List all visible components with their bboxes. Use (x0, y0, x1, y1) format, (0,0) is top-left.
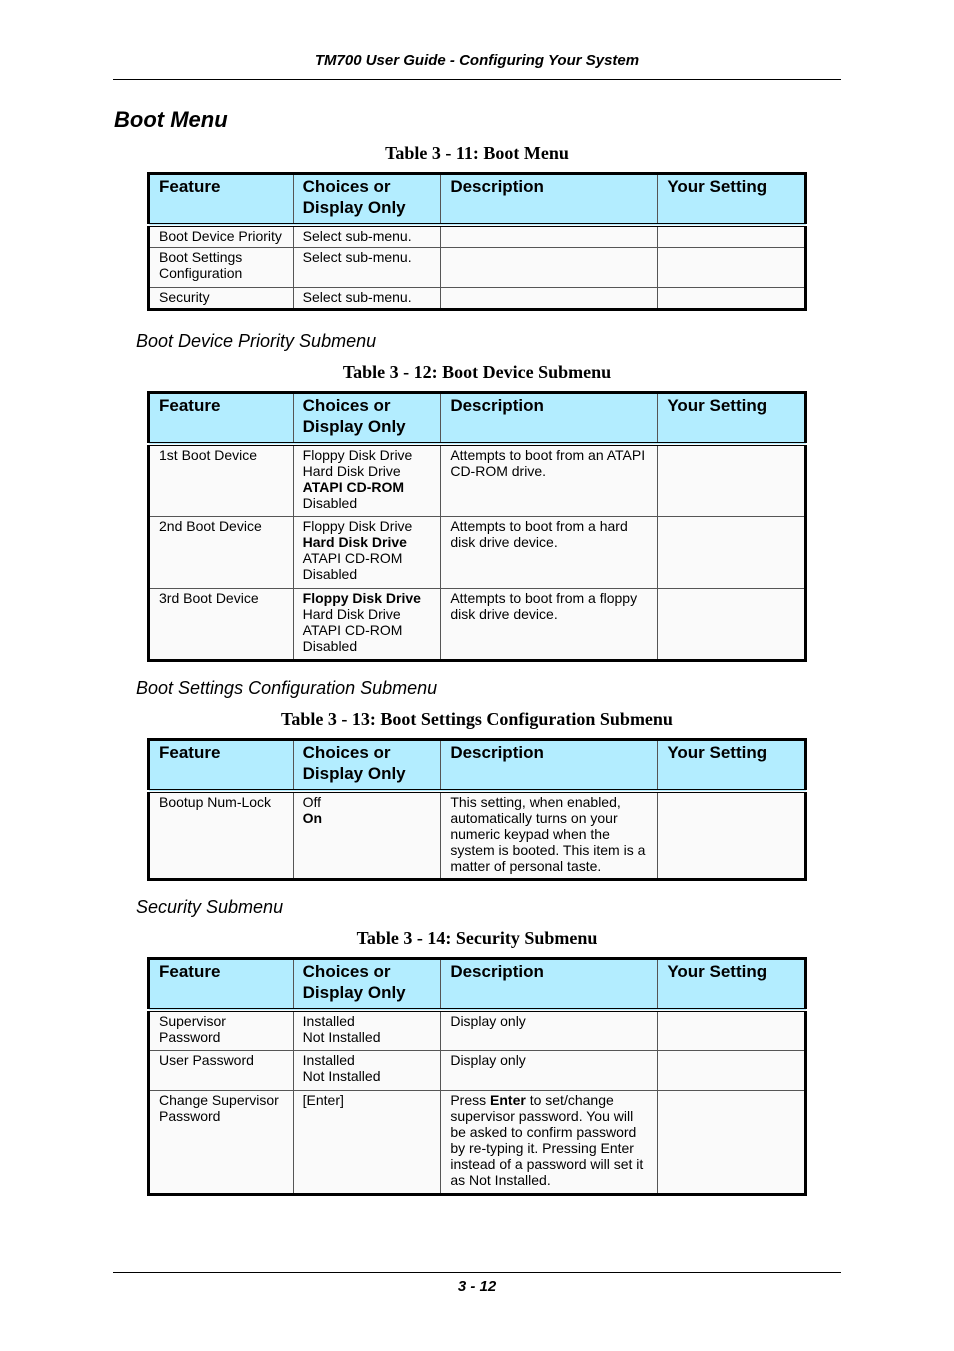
table-row (149, 444, 806, 516)
column-header-your-setting: Your Setting (658, 393, 806, 445)
column-header-your-setting: Your Setting (658, 174, 806, 226)
choices-cell: Installed Not Installed (293, 1050, 441, 1090)
column-header-choices: Choices or Display Only (293, 740, 441, 792)
table-row (149, 588, 806, 660)
footer-rule (113, 1272, 841, 1273)
description-cell: Press Enter to set/change supervisor password. You will be asked to confirm password by re-typing it. Pressing Enter instead of a password will set it as Not Installed. (441, 1090, 658, 1194)
choices-cell: [Enter] (293, 1090, 441, 1194)
description-cell (441, 287, 658, 309)
subsection-title-boot-device-priority: Boot Device Priority Submenu (136, 331, 377, 351)
table-row (149, 791, 806, 879)
column-header-feature: Feature (149, 959, 294, 1011)
table-row (149, 516, 806, 588)
feature-cell: Bootup Num-Lock (149, 791, 294, 879)
column-header-your-setting: Your Setting (658, 740, 806, 792)
your-setting-cell (658, 1090, 806, 1194)
feature-cell: 1st Boot Device (149, 444, 294, 516)
feature-cell: 2nd Boot Device (149, 516, 294, 588)
subsection-title-boot-settings: Boot Settings Configuration Submenu (136, 678, 438, 698)
your-setting-cell (658, 225, 806, 247)
feature-cell: User Password (149, 1050, 294, 1090)
choices-cell: Installed Not Installed (293, 1010, 441, 1050)
choices-cell: Select sub-menu. (293, 247, 441, 287)
security-table (147, 957, 807, 1196)
table-header-row (149, 174, 806, 226)
column-header-feature: Feature (149, 740, 294, 792)
table-row (149, 1050, 806, 1090)
your-setting-cell (658, 1050, 806, 1090)
table-header-row (149, 740, 806, 792)
column-header-feature: Feature (149, 174, 294, 226)
feature-cell: Change Supervisor Password (149, 1090, 294, 1194)
your-setting-cell (658, 791, 806, 879)
description-cell (441, 247, 658, 287)
choices-cell: Floppy Disk Drive Hard Disk Drive ATAPI CD-ROM Disabled (293, 516, 441, 588)
choices-cell: Select sub-menu. (293, 287, 441, 309)
boot-settings-table (147, 738, 807, 881)
description-cell: Attempts to boot from a floppy disk drive device. (441, 588, 658, 660)
column-header-your-setting: Your Setting (658, 959, 806, 1011)
description-cell (441, 225, 658, 247)
description-cell: Display only (441, 1050, 658, 1090)
boot-menu-table (147, 172, 807, 311)
your-setting-cell (658, 588, 806, 660)
feature-cell: 3rd Boot Device (149, 588, 294, 660)
boot-device-table (147, 391, 807, 662)
column-header-choices: Choices or Display Only (293, 174, 441, 226)
table-header-row (149, 393, 806, 445)
choices-cell: Floppy Disk Drive Hard Disk Drive ATAPI CD-ROM Disabled (293, 588, 441, 660)
choices-cell: Select sub-menu. (293, 225, 441, 247)
table-row (149, 287, 806, 309)
column-header-description: Description (441, 959, 658, 1011)
your-setting-cell (658, 444, 806, 516)
your-setting-cell (658, 247, 806, 287)
choices-cell: Off On (293, 791, 441, 879)
description-cell: Attempts to boot from a hard disk drive device. (441, 516, 658, 588)
table-caption-boot-device: Table 3 - 12: Boot Device Submenu (342, 362, 612, 382)
table-caption-boot-menu: Table 3 - 11: Boot Menu (385, 143, 569, 163)
description-cell: This setting, when enabled, automatically turns on your numeric keypad when the system is booted. This item is a matter of personal taste. (441, 791, 658, 879)
your-setting-cell (658, 516, 806, 588)
table-caption-boot-settings: Table 3 - 13: Boot Settings Configuration Submenu (281, 709, 673, 729)
table-row (149, 225, 806, 247)
column-header-description: Description (441, 740, 658, 792)
feature-cell: Security (149, 287, 294, 309)
your-setting-cell (658, 287, 806, 309)
choices-cell: Floppy Disk Drive Hard Disk Drive ATAPI CD-ROM Disabled (293, 444, 441, 516)
table-row (149, 1090, 806, 1194)
running-header: TM700 User Guide - Configuring Your System (314, 52, 640, 69)
table-caption-security: Table 3 - 14: Security Submenu (356, 928, 598, 948)
column-header-choices: Choices or Display Only (293, 393, 441, 445)
your-setting-cell (658, 1010, 806, 1050)
column-header-choices: Choices or Display Only (293, 959, 441, 1011)
description-cell: Display only (441, 1010, 658, 1050)
page-number: 3 - 12 (457, 1278, 497, 1295)
description-cell: Attempts to boot from an ATAPI CD-ROM drive. (441, 444, 658, 516)
feature-cell: Supervisor Password (149, 1010, 294, 1050)
feature-cell: Boot Settings Configuration (149, 247, 294, 287)
column-header-description: Description (441, 393, 658, 445)
column-header-feature: Feature (149, 393, 294, 445)
table-header-row (149, 959, 806, 1011)
subsection-title-security: Security Submenu (136, 897, 284, 917)
header-rule (113, 79, 841, 80)
column-header-description: Description (441, 174, 658, 226)
feature-cell: Boot Device Priority (149, 225, 294, 247)
table-row (149, 247, 806, 287)
table-row (149, 1010, 806, 1050)
section-title: Boot Menu (114, 107, 228, 132)
